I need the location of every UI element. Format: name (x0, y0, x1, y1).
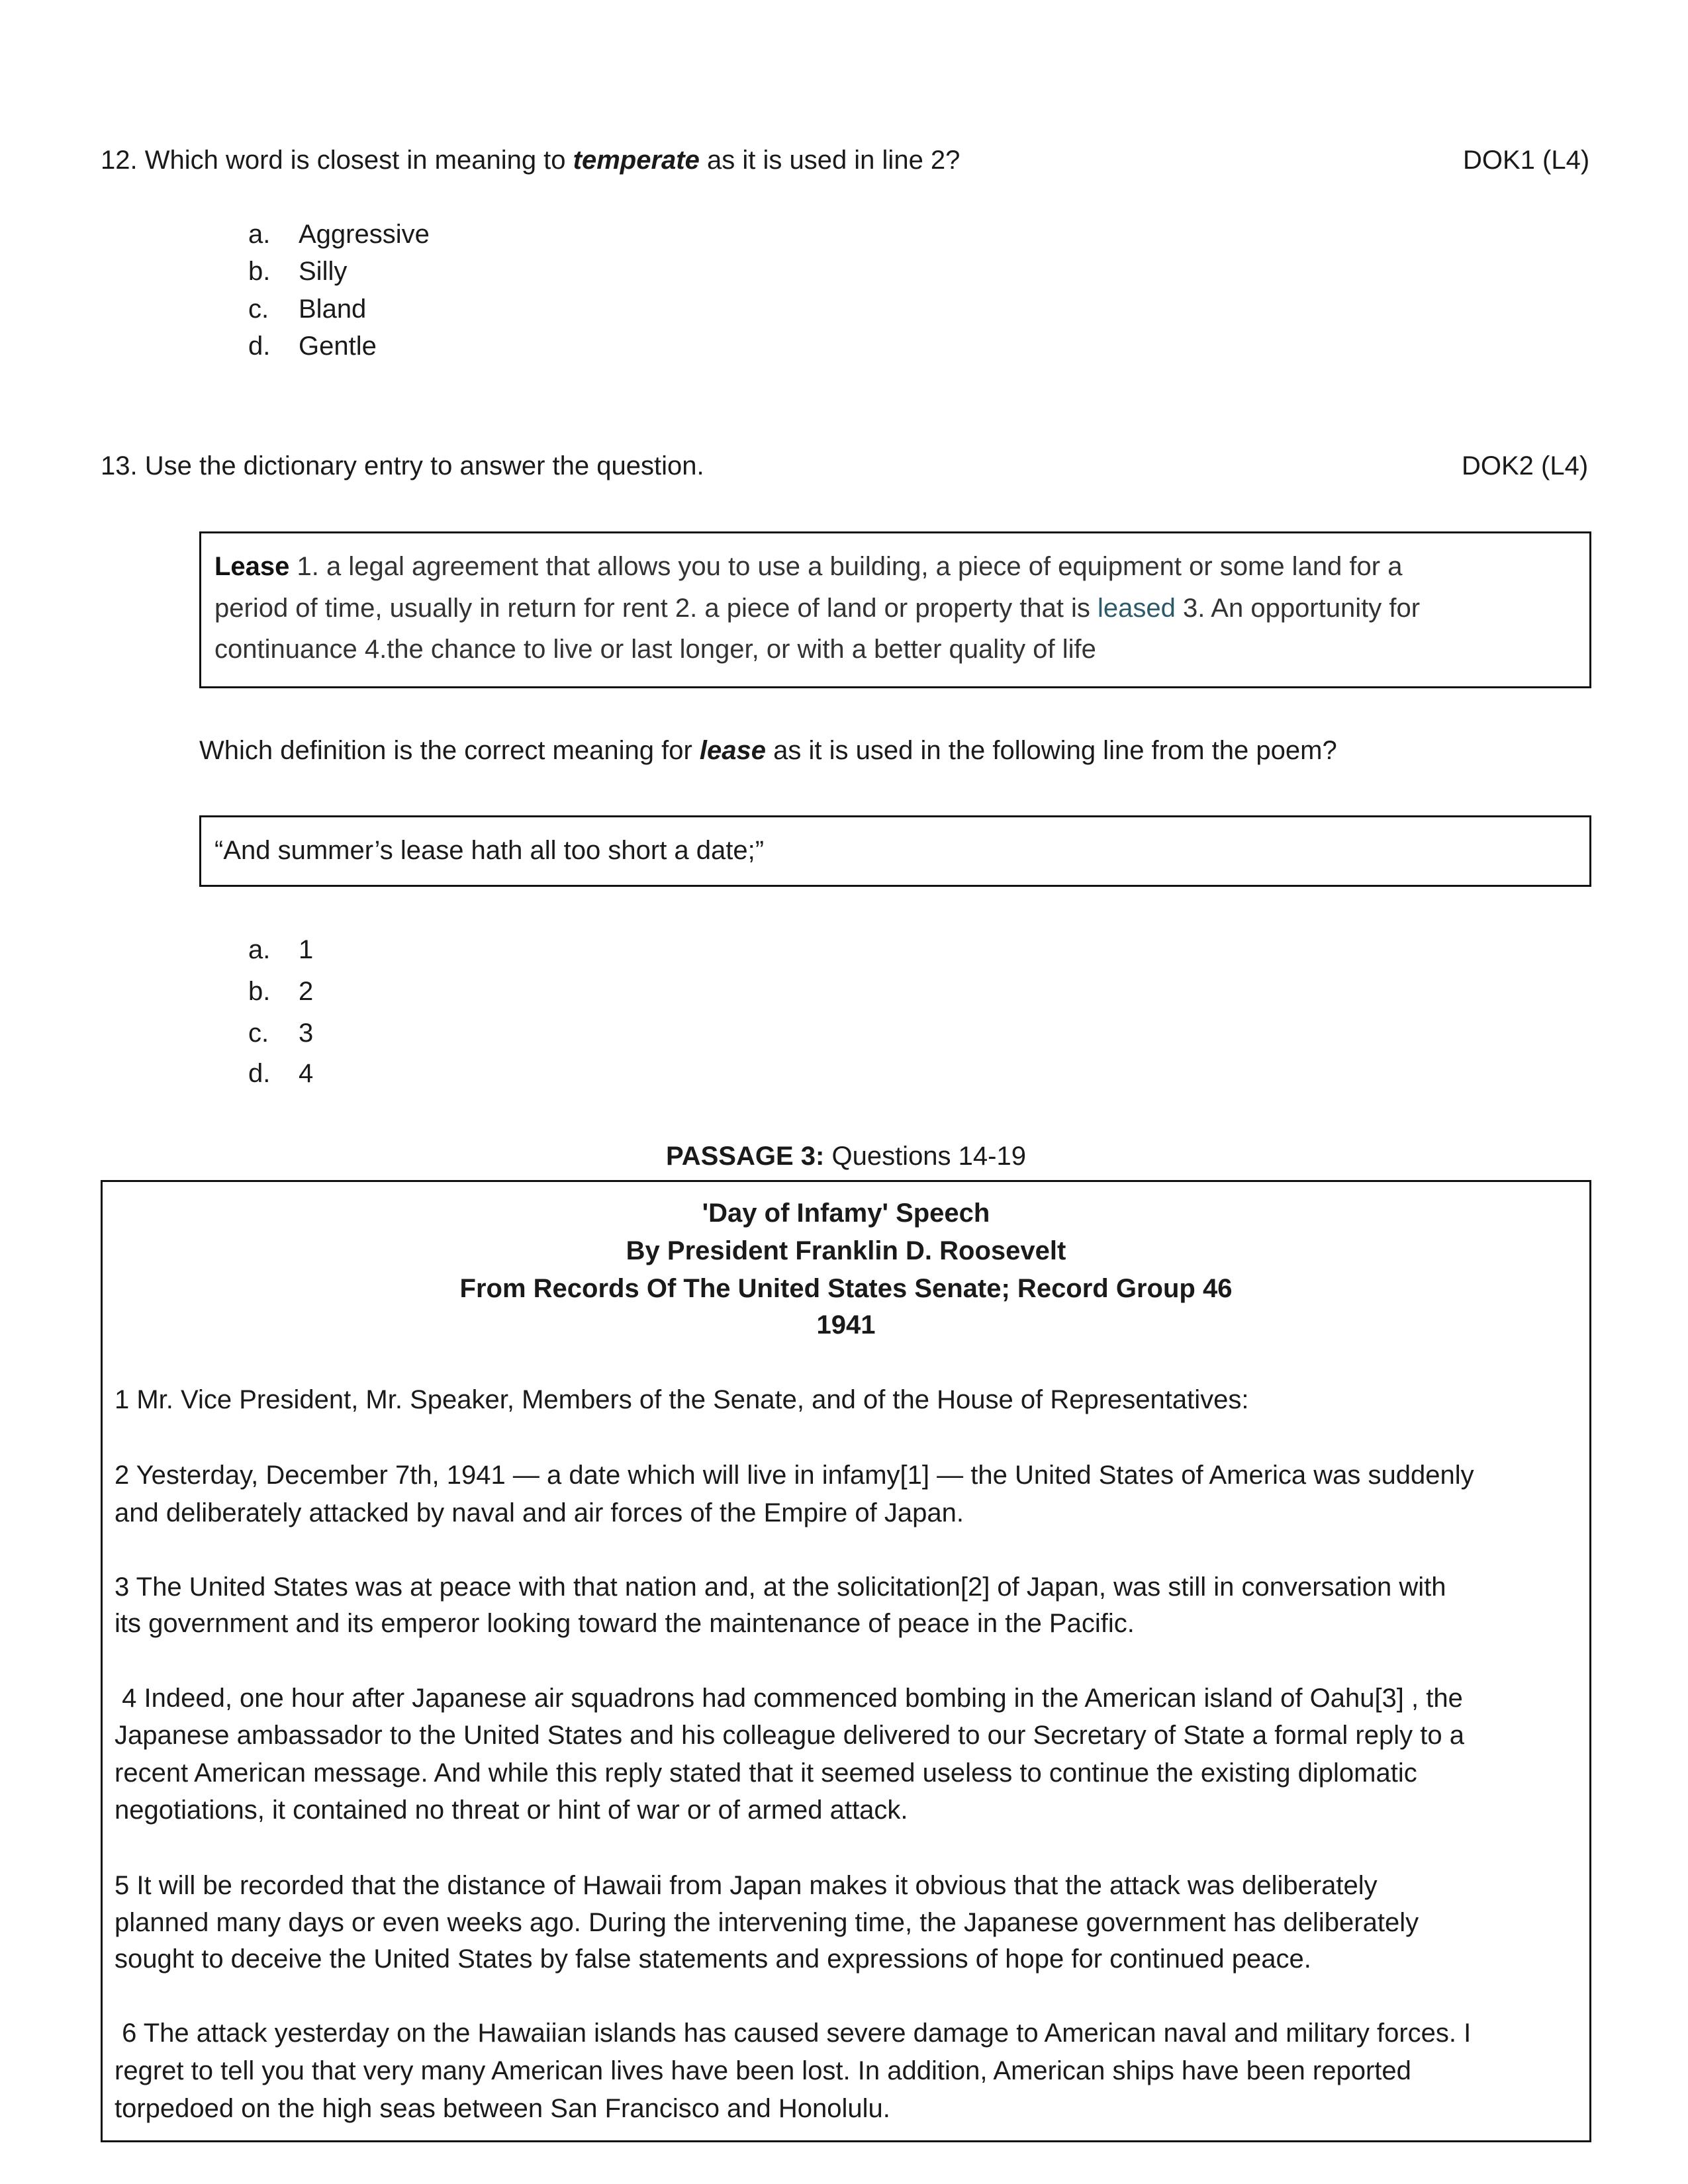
option-letter: b. (248, 257, 271, 286)
prompt-text: 12. Which word is closest in meaning to (101, 146, 573, 175)
paragraph-3-line: its government and its emperor looking toward the maintenance of peace in the Pacific. (115, 1609, 1135, 1638)
dok-label: DOK1 (L4) (1463, 146, 1590, 175)
option-c[interactable]: Bland (299, 295, 367, 324)
paragraph-4-line: recent American message. And while this reply stated that it seemed useless to continue the existing diplomatic (115, 1758, 1417, 1788)
option-letter: a. (248, 935, 271, 964)
option-d[interactable]: Gentle (299, 332, 377, 361)
headword: Lease (214, 552, 290, 581)
option-letter: c. (248, 295, 269, 324)
paragraph-4-line: 4 Indeed, one hour after Japanese air squadrons had commenced bombing in the American island of Oahu[3] , the (115, 1684, 1463, 1713)
passage-title: 'Day of Infamy' Speech (702, 1199, 990, 1228)
option-a[interactable]: Aggressive (299, 220, 430, 249)
target-word: temperate (573, 146, 700, 175)
paragraph-4-line: Japanese ambassador to the United States and his colleague delivered to our Secretary of State a formal reply to a (115, 1721, 1464, 1750)
passage-year: 1941 (816, 1310, 876, 1340)
option-b[interactable]: Silly (299, 257, 348, 286)
definition-question (199, 737, 1337, 764)
paragraph-6-line: torpedoed on the high seas between San Francisco and Honolulu. (115, 2094, 890, 2123)
paragraph-6-line: 6 The attack yesterday on the Hawaiian islands has caused severe damage to American naval and military forces. I (115, 2019, 1472, 2048)
leased-link[interactable]: leased (1098, 594, 1176, 623)
question-12-prompt (101, 147, 960, 173)
passage-label: PASSAGE 3: (666, 1142, 825, 1171)
passage-header (101, 1143, 1591, 1169)
paragraph-4-line: negotiations, it contained no threat or hint of war or of armed attack. (115, 1796, 908, 1825)
target-word: lease (699, 736, 767, 765)
option-letter: d. (248, 332, 271, 361)
paragraph-1: 1 Mr. Vice President, Mr. Speaker, Members of the Senate, and of the House of Representatives: (115, 1385, 1249, 1414)
paragraph-6-line: regret to tell you that very many American lives have been lost. In addition, American ships have been reported (115, 2056, 1411, 2085)
option-letter: a. (248, 220, 271, 249)
definition-text: 3. An opportunity for (1175, 594, 1421, 623)
option-letter: c. (248, 1019, 269, 1048)
paragraph-5-line: sought to deceive the United States by false statements and expressions of hope for continued peace. (115, 1944, 1311, 1974)
option-letter: d. (248, 1059, 271, 1088)
paragraph-2-line: and deliberately attacked by naval and air forces of the Empire of Japan. (115, 1498, 964, 1527)
paragraph-5-line: 5 It will be recorded that the distance of Hawaii from Japan makes it obvious that the attack was deliberately (115, 1871, 1378, 1900)
option-letter: b. (248, 977, 271, 1006)
option-d[interactable]: 4 (299, 1059, 314, 1088)
dictionary-line (214, 595, 1420, 621)
option-a[interactable]: 1 (299, 935, 314, 964)
option-b[interactable]: 2 (299, 977, 314, 1006)
prompt-text: as it is used in line 2? (699, 146, 961, 175)
definition-1: 1. a legal agreement that allows you to use a building, a piece of equipment or some land for a (289, 552, 1403, 581)
poem-quote: “And summer’s lease hath all too short a date;” (214, 836, 765, 865)
passage-author: By President Franklin D. Roosevelt (626, 1236, 1066, 1265)
passage-questions: Questions 14-19 (824, 1142, 1026, 1171)
dictionary-entry-box (199, 531, 1591, 688)
question-text: Which definition is the correct meaning for (199, 736, 700, 765)
paragraph-3-line: 3 The United States was at peace with that nation and, at the solicitation[2] of Japan, was still in conversation with (115, 1572, 1446, 1602)
dok-label: DOK2 (L4) (1462, 451, 1589, 480)
question-13-prompt: 13. Use the dictionary entry to answer the question. (101, 451, 704, 480)
definition-text: period of time, usually in return for rent 2. a piece of land or property that is (214, 594, 1098, 623)
dictionary-line: continuance 4.the chance to live or last longer, or with a better quality of life (214, 635, 1096, 664)
paragraph-5-line: planned many days or even weeks ago. During the intervening time, the Japanese government has deliberately (115, 1908, 1419, 1937)
dictionary-line (214, 553, 1402, 580)
passage-source: From Records Of The United States Senate; Record Group 46 (459, 1274, 1233, 1303)
paragraph-2-line: 2 Yesterday, December 7th, 1941 — a date which will live in infamy[1] — the United States of America was suddenly (115, 1461, 1474, 1490)
question-text: as it is used in the following line from the poem? (766, 736, 1337, 765)
quote-box (199, 815, 1591, 887)
option-c[interactable]: 3 (299, 1019, 314, 1048)
